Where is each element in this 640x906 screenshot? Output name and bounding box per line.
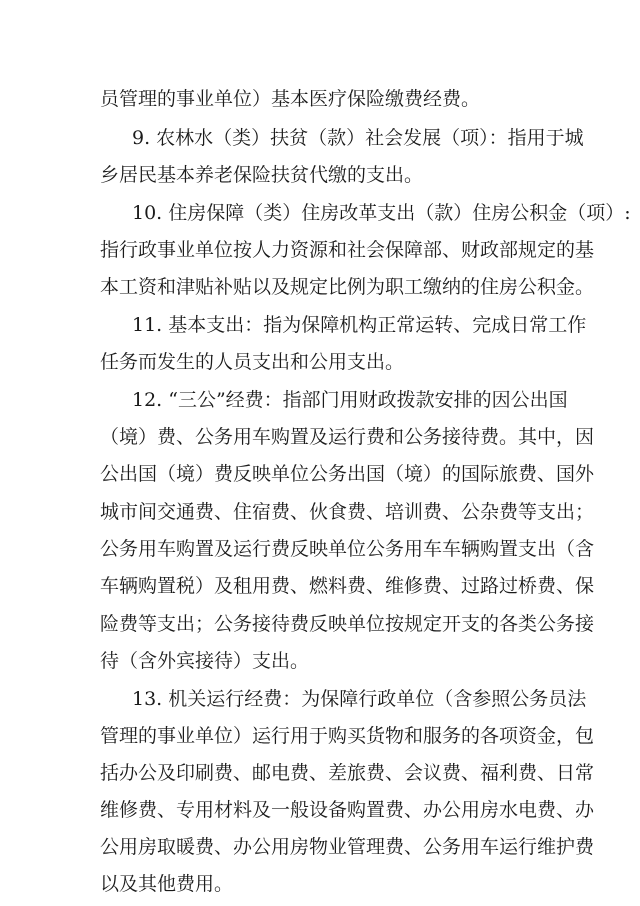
text-line-2: 9. 农林水（类）扶贫（款）社会发展（项）：指用于城 <box>132 127 584 149</box>
text-line-7: 11. 基本支出：指为保障机构正常运转、完成日常工作 <box>132 314 587 336</box>
text-line-12: 城市间交通费、住宿费、伙食费、培训费、公杂费等支出； <box>100 501 595 523</box>
text-line-10: （境）费、公务用车购置及运行费和公务接待费。其中，因 <box>100 426 595 448</box>
text-line-11: 公出国（境）费反映单位公务出国（境）的国际旅费、国外 <box>100 463 595 485</box>
text-line-14: 车辆购置税）及租用费、燃料费、维修费、过路过桥费、保 <box>100 575 595 597</box>
text-line-4: 10. 住房保障（类）住房改革支出（款）住房公积金（项）: <box>132 202 631 224</box>
text-line-6: 本工资和津贴补贴以及规定比例为职工缴纳的住房公积金。 <box>100 276 595 298</box>
text-line-5: 指行政事业单位按人力资源和社会保障部、财政部规定的基 <box>100 239 595 261</box>
text-line-20: 维修费、专用材料及一般设备购置费、办公用房水电费、办 <box>100 799 595 821</box>
text-line-18: 管理的事业单位）运行用于购买货物和服务的各项资金，包 <box>100 725 595 747</box>
text-line-3: 乡居民基本养老保险扶贫代缴的支出。 <box>100 164 424 186</box>
text-line-8: 任务而发生的人员支出和公用支出。 <box>100 351 405 373</box>
text-line-9: 12. “三公”经费：指部门用财政拨款安排的因公出国 <box>132 389 568 411</box>
text-line-16: 待（含外宾接待）支出。 <box>100 650 310 672</box>
text-line-21: 公用房取暖费、办公用房物业管理费、公务用车运行维护费 <box>100 836 595 858</box>
text-line-1: 员管理的事业单位）基本医疗保险缴费经费。 <box>100 88 481 110</box>
text-line-19: 括办公及印刷费、邮电费、差旅费、会议费、福利费、日常 <box>100 762 595 784</box>
text-line-17: 13. 机关运行经费：为保障行政单位（含参照公务员法 <box>132 688 587 710</box>
text-line-22: 以及其他费用。 <box>100 873 234 895</box>
text-line-13: 公务用车购置及运行费反映单位公务用车车辆购置支出（含 <box>100 538 595 560</box>
text-line-15: 险费等支出；公务接待费反映单位按规定开支的各类公务接 <box>100 613 595 635</box>
